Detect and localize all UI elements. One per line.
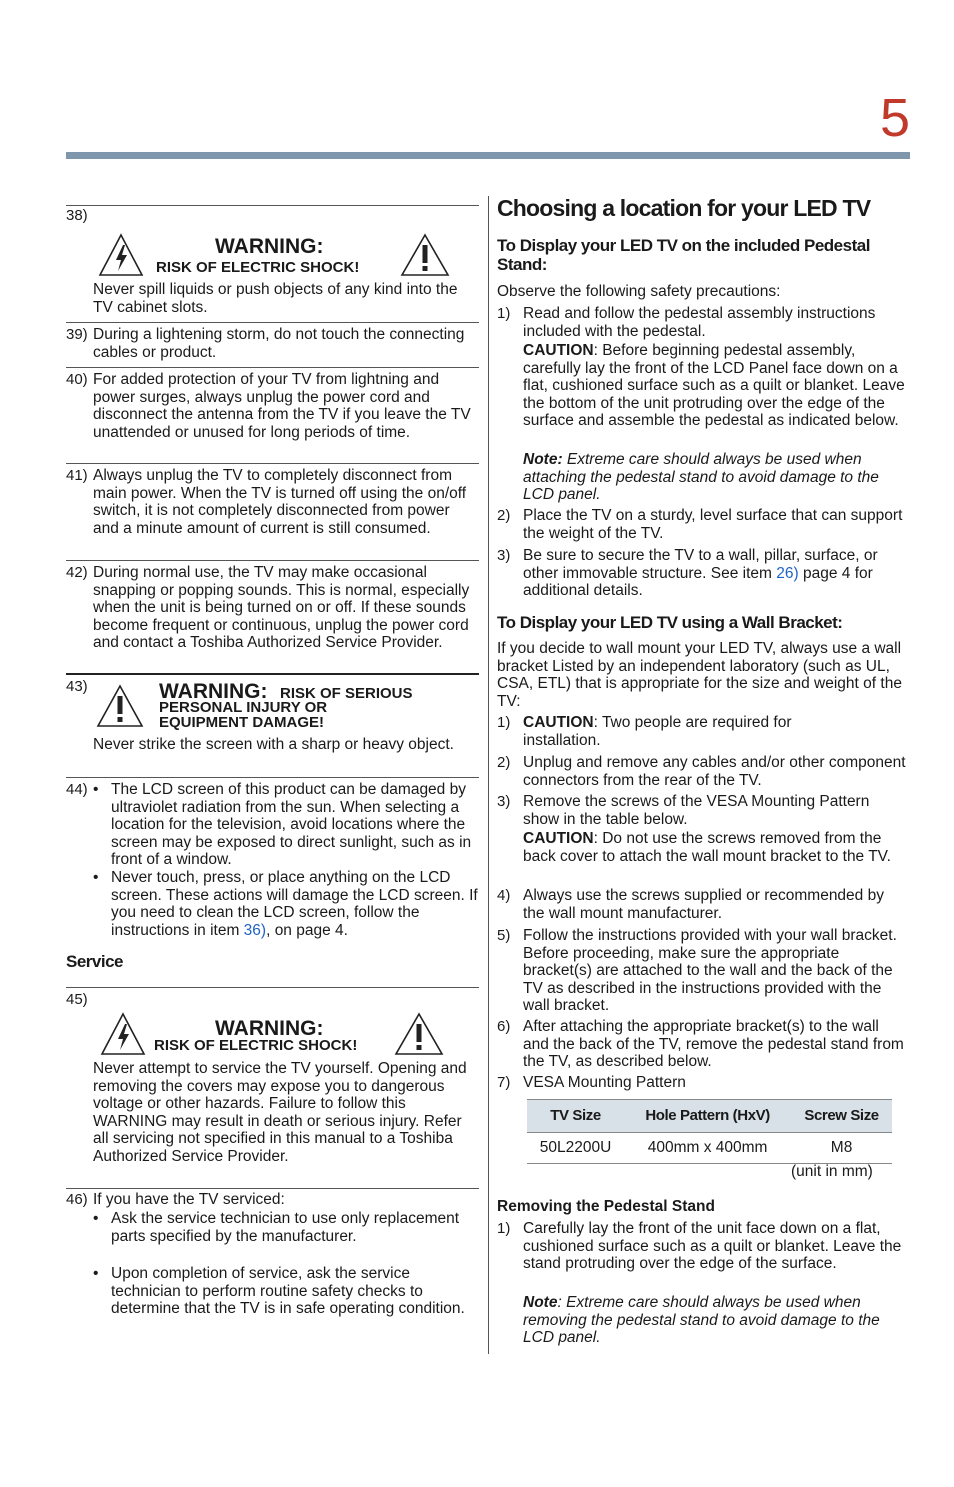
warning-title: WARNING: <box>159 680 268 703</box>
bullet-text: Ask the service technician to use only replacement parts specified by the manufacturer. <box>111 1210 460 1245</box>
warning-subtitle: RISK OF ELECTRIC SHOCK! <box>156 259 360 276</box>
table-cell: 50L2200U <box>527 1133 624 1164</box>
note-text: Note: Extreme care should always be used when removing the pedestal stand to avoid damage to the LCD panel. <box>523 1294 880 1346</box>
step-number: 1) <box>497 305 511 322</box>
divider <box>66 987 479 988</box>
exclamation-warning-icon <box>96 684 144 728</box>
step-text: CAUTION: Two people are required for installation. <box>523 714 792 749</box>
bullet-icon: • <box>93 1210 99 1227</box>
column-header: Screw Size <box>791 1100 892 1133</box>
divider <box>66 205 479 206</box>
electric-shock-warning-icon <box>100 1012 146 1056</box>
item-text: Always unplug the TV to completely disconnect from main power. When the TV is turned off using the on/off switch, it is not completely disconnected from power and a minute amount of current is still consumed. <box>93 467 467 537</box>
bullet-icon: • <box>93 781 99 798</box>
table-header-row <box>527 1100 892 1133</box>
step-text: Be sure to secure the TV to a wall, pillar, surface, or other immovable structure. See item 26) page 4 for additional details. <box>523 547 878 599</box>
warning-title: WARNING: <box>215 235 324 258</box>
step-number: 5) <box>497 927 511 944</box>
bullet-text: The LCD screen of this product can be damaged by ultraviolet radiation from the sun. When selecting a location for the television, avoid locations where the screen may be exposed to direct sunlight, such as in front of a window. <box>111 781 472 868</box>
column-header: TV Size <box>527 1100 624 1133</box>
step-number: 2) <box>497 754 511 771</box>
note-text: Note: Extreme care should always be used when attaching the pedestal stand to avoid damage to the LCD panel. <box>523 451 879 503</box>
step-text: VESA Mounting Pattern <box>523 1074 686 1091</box>
item-number: 46) <box>66 1191 88 1208</box>
step-number: 2) <box>497 507 511 524</box>
bullet-icon: • <box>93 1265 99 1282</box>
table-row <box>527 1133 892 1164</box>
column-divider <box>488 196 489 1354</box>
section-title: Choosing a location for your LED TV <box>497 195 871 221</box>
step-number: 1) <box>497 714 511 731</box>
item-text: Never attempt to service the TV yourself. Opening and removing the covers may expose you to dangerous voltage or other hazards. Failure to follow this WARNING may result in death or serious injury. Refer all servicing not specified in this manual to a Toshiba Authorized Service Provider. <box>93 1060 467 1165</box>
item-text: Never spill liquids or push objects of any kind into the TV cabinet slots. <box>93 281 458 316</box>
intro-text: Observe the following safety precautions: <box>497 283 781 300</box>
subsection-heading: To Display your LED TV using a Wall Bracket: <box>497 613 843 632</box>
step-number: 3) <box>497 547 511 564</box>
step-number: 3) <box>497 793 511 810</box>
step-number: 7) <box>497 1074 511 1091</box>
warning-subtitle: RISK OF SERIOUS <box>280 685 413 702</box>
caution-text: CAUTION: Do not use the screws removed from the back cover to attach the wall mount bracket to the TV. <box>523 830 891 865</box>
electric-shock-warning-icon <box>98 233 144 277</box>
step-text: Carefully lay the front of the unit face down on a flat, cushioned surface such as a quilt or blanket. Leave the stand protruding over the edge of the surface. <box>523 1220 902 1272</box>
intro-text: If you decide to wall mount your LED TV, always use a wall bracket Listed by an independent laboratory (such as UL, CSA, ETL) that is appropriate for the size and weight of the TV: <box>497 640 902 710</box>
header-bar <box>66 152 910 159</box>
divider <box>66 367 479 368</box>
divider <box>66 322 479 323</box>
warning-subtitle: RISK OF ELECTRIC SHOCK! <box>154 1037 358 1054</box>
table-unit-note: (unit in mm) <box>791 1163 873 1180</box>
exclamation-warning-icon <box>400 233 450 277</box>
table-cell: 400mm x 400mm <box>624 1133 791 1164</box>
caution-text: CAUTION: Before beginning pedestal assembly, carefully lay the front of the LCD Panel face down on a flat, cushioned surface such as a quilt or blanket. Leave the bottom of the unit protruding over the edge of the surface and assemble the pedestal as indicated below. <box>523 342 905 429</box>
item-text: If you have the TV serviced: <box>93 1191 285 1208</box>
divider <box>66 560 479 561</box>
item-text: Never strike the screen with a sharp or heavy object. <box>93 736 454 753</box>
subsection-heading: Removing the Pedestal Stand <box>497 1198 715 1215</box>
step-number: 4) <box>497 887 511 904</box>
section-heading: Service <box>66 952 123 971</box>
table-cell: M8 <box>791 1133 892 1164</box>
subsection-heading: To Display your LED TV on the included Pedestal Stand: <box>497 236 870 274</box>
item-text: During normal use, the TV may make occasional snapping or popping sounds. This is normal, especially when the unit is being turned on or off. If these sounds become frequent or continuous, unplug the power cord and contact a Toshiba Authorized Service Provider. <box>93 564 470 651</box>
item-number: 42) <box>66 564 88 581</box>
divider <box>66 463 479 464</box>
item-text: During a lightening storm, do not touch the connecting cables or product. <box>93 326 465 361</box>
step-number: 1) <box>497 1220 511 1237</box>
item-number: 40) <box>66 371 88 388</box>
item-link[interactable]: 36) <box>243 921 267 939</box>
warning-subtitle: EQUIPMENT DAMAGE! <box>159 714 324 731</box>
item-link[interactable]: 26) <box>776 564 799 582</box>
bullet-text: Upon completion of service, ask the service technician to perform routine safety checks to determine that the TV is in safe operating condition. <box>111 1265 465 1317</box>
vesa-table <box>527 1099 892 1164</box>
item-number: 43) <box>66 678 88 695</box>
divider <box>66 1188 479 1189</box>
warning-title: WARNING: <box>215 1017 324 1040</box>
step-text: Place the TV on a sturdy, level surface that can support the weight of the TV. <box>523 507 903 542</box>
step-number: 6) <box>497 1018 511 1035</box>
item-number: 38) <box>66 207 88 224</box>
column-header: Hole Pattern (HxV) <box>624 1100 791 1133</box>
divider <box>66 777 479 778</box>
page-number: 5 <box>879 88 910 148</box>
item-number: 39) <box>66 326 88 343</box>
step-text: Remove the screws of the VESA Mounting Pattern show in the table below. <box>523 793 870 828</box>
item-text: For added protection of your TV from lightning and power surges, always unplug the power cord and disconnect the antenna from the TV if you leave the TV unattended or unused for long periods of time. <box>93 371 471 441</box>
step-text: Unplug and remove any cables and/or other component connectors from the rear of the TV. <box>523 754 906 789</box>
item-number: 45) <box>66 991 88 1008</box>
step-text: Follow the instructions provided with your wall bracket. Before proceeding, make sure the appropriate bracket(s) are attached to the wall and the back of the TV as described in the instructions provided with the wall bracket. <box>523 927 897 1014</box>
warning-subtitle: PERSONAL INJURY OR <box>159 699 328 716</box>
bullet-text: Never touch, press, or place anything on the LCD screen. These actions will damage the LCD screen. If you need to clean the LCD screen, follow the instructions in item 36), on page 4. <box>111 869 478 939</box>
item-number: 44) <box>66 781 88 798</box>
divider <box>66 673 479 675</box>
step-text: Always use the screws supplied or recommended by the wall mount manufacturer. <box>523 887 884 922</box>
bullet-icon: • <box>93 869 99 886</box>
step-text: Read and follow the pedestal assembly instructions included with the pedestal. <box>523 305 876 340</box>
item-number: 41) <box>66 467 88 484</box>
exclamation-warning-icon <box>394 1012 444 1056</box>
step-text: After attaching the appropriate bracket(s) to the wall and the back of the TV, remove the pedestal stand from the TV, as described below. <box>523 1018 904 1070</box>
